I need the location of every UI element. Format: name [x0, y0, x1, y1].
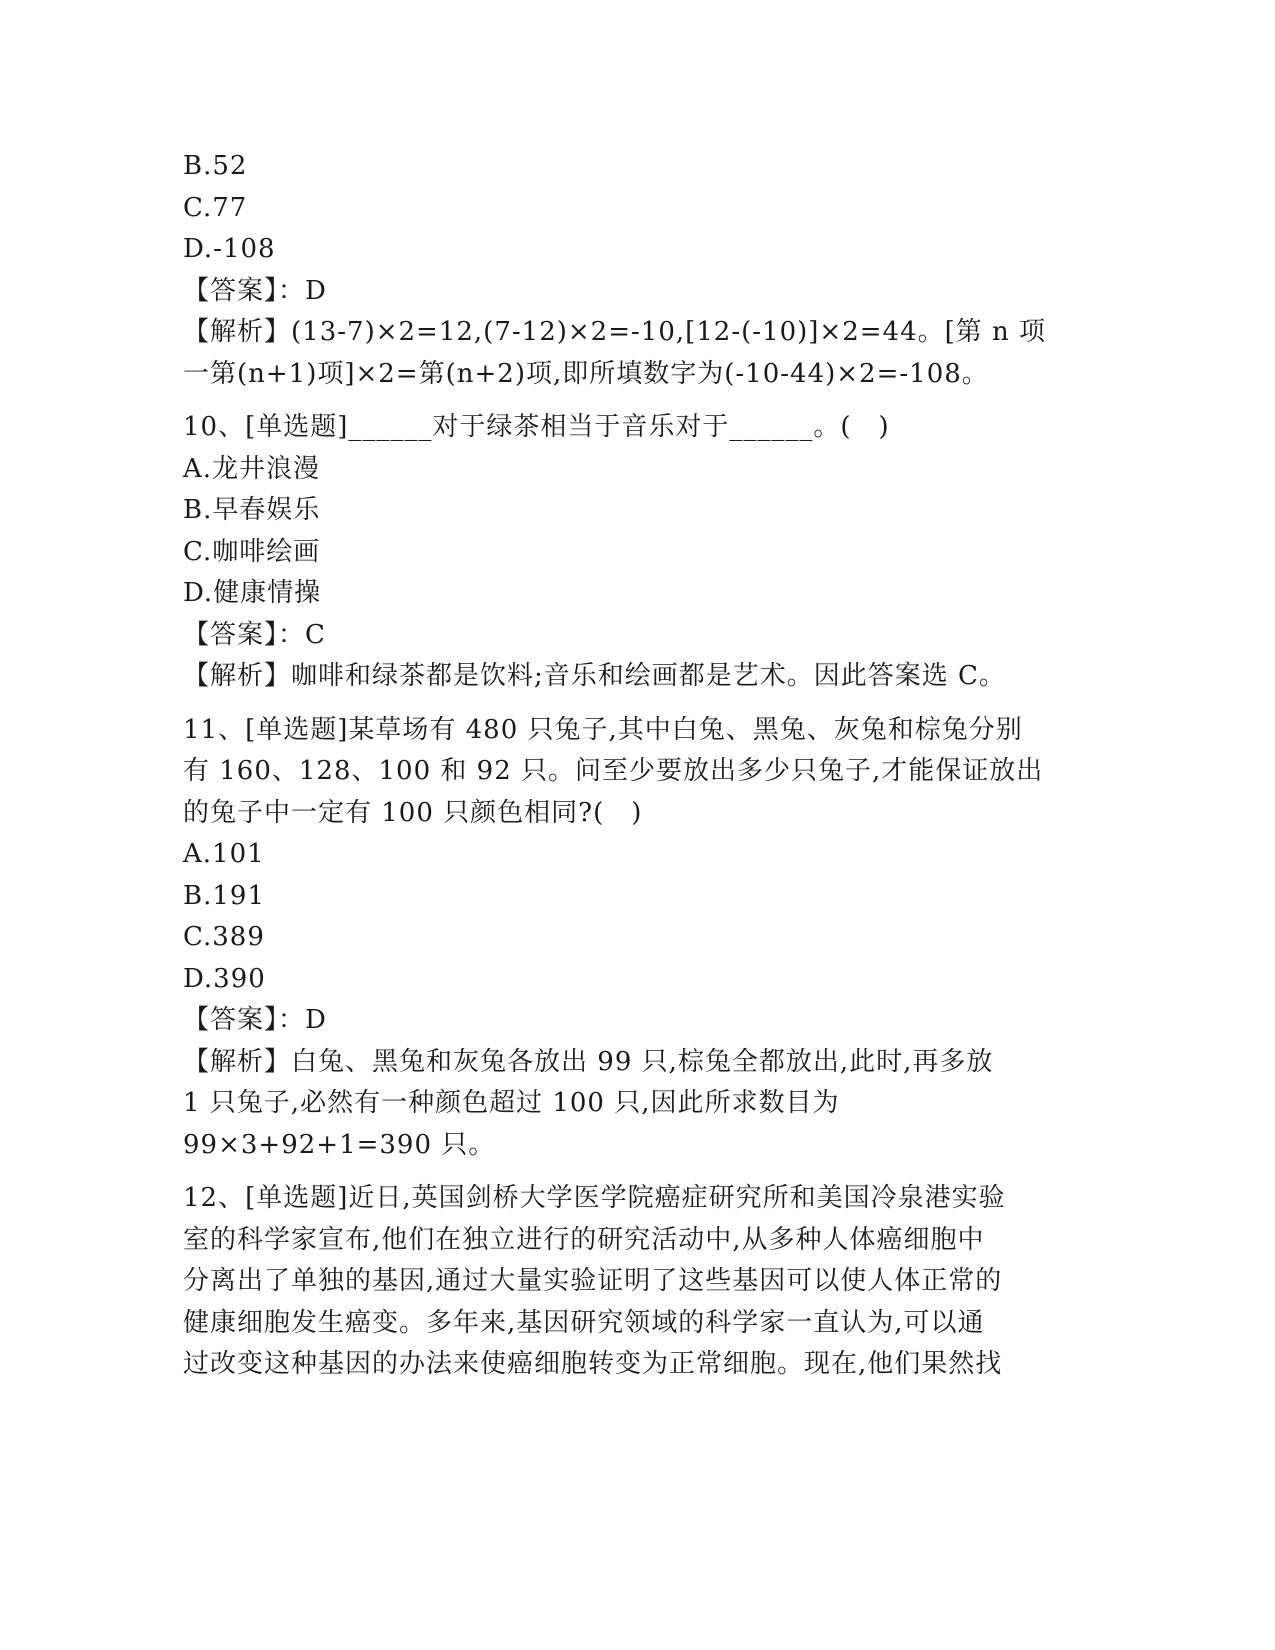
analysis-text: (13-7)×2=12,(7-12)×2=-10,[12-(-10)]×2=44。[第 n 项 [291, 317, 1047, 347]
option-a: A.101 [183, 839, 265, 869]
option-c: C.389 [183, 922, 265, 952]
answer-line [183, 271, 1083, 313]
analysis-label: 【解析】 [183, 1046, 292, 1077]
answer-label: 【答案】 [183, 1005, 279, 1035]
question-text: 分离出了单独的基因,通过大量实验证明了这些基因可以使人体正常的 [183, 1266, 1003, 1296]
analysis-line [183, 312, 1083, 354]
analysis-line [183, 1042, 1083, 1084]
question-text: 健康细胞发生癌变。多年来,基因研究领域的科学家一直认为,可以通 [183, 1307, 985, 1338]
answer-label: 【答案】 [183, 275, 279, 306]
analysis-line [183, 656, 1083, 698]
analysis-text: 一第(n+1)项]×2=第(n+2)项,即所填数字为(-10-44)×2=-108。 [183, 358, 989, 389]
option-c: C.77 [183, 192, 248, 223]
answer-line [183, 615, 1083, 657]
option-b: B.早春娱乐 [183, 495, 321, 525]
option-b: B.52 [183, 151, 248, 181]
answer-value: ：D [278, 1005, 327, 1035]
option-b: B.191 [183, 880, 265, 911]
answer-label: 【答案】 [183, 619, 279, 650]
option-d: D.390 [183, 963, 266, 994]
question-text: 10、[单选题]______对于绿茶相当于音乐对于______。( ) [183, 412, 890, 442]
question-text: 有 160、128、100 和 92 只。问至少要放出多少只兔子,才能保证放出 [183, 756, 1044, 786]
question-9 [183, 146, 1083, 395]
analysis-text: 白兔、黑兔和灰兔各放出 99 只,棕兔全都放出,此时,再多放 [291, 1046, 994, 1077]
answer-line [183, 1000, 1083, 1042]
analysis-label: 【解析】 [183, 661, 292, 691]
question-text: 过改变这种基因的办法来使癌细胞转变为正常细胞。现在,他们果然找 [183, 1349, 1003, 1379]
analysis-text: 1 只兔子,必然有一种颜色超过 100 只,因此所求数目为 [183, 1088, 840, 1118]
document-page [183, 146, 1083, 1386]
answer-value: ：C [278, 619, 326, 650]
question-text: 12、[单选题]近日,英国剑桥大学医学院癌症研究所和美国冷泉港实验 [183, 1183, 1006, 1213]
question-text: 的兔子中一定有 100 只颜色相同?( ) [183, 797, 643, 828]
question-10 [183, 407, 1083, 698]
question-12 [183, 1178, 1083, 1386]
question-text: 11、[单选题]某草场有 480 只兔子,其中白兔、黑兔、灰兔和棕兔分别 [183, 714, 1023, 745]
analysis-text: 99×3+92+1=390 只。 [183, 1129, 496, 1160]
option-d: D.健康情操 [183, 578, 322, 608]
option-c: C.咖啡绘画 [183, 536, 321, 567]
answer-value: ：D [278, 275, 327, 306]
question-11 [183, 710, 1083, 1167]
option-a: A.龙井浪漫 [183, 453, 321, 484]
analysis-text: 咖啡和绿茶都是饮料;音乐和绘画都是艺术。因此答案选 C。 [291, 661, 1006, 691]
option-d: D.-108 [183, 234, 276, 264]
question-text: 室的科学家宣布,他们在独立进行的研究活动中,从多种人体癌细胞中 [183, 1224, 985, 1255]
analysis-label: 【解析】 [183, 317, 292, 347]
